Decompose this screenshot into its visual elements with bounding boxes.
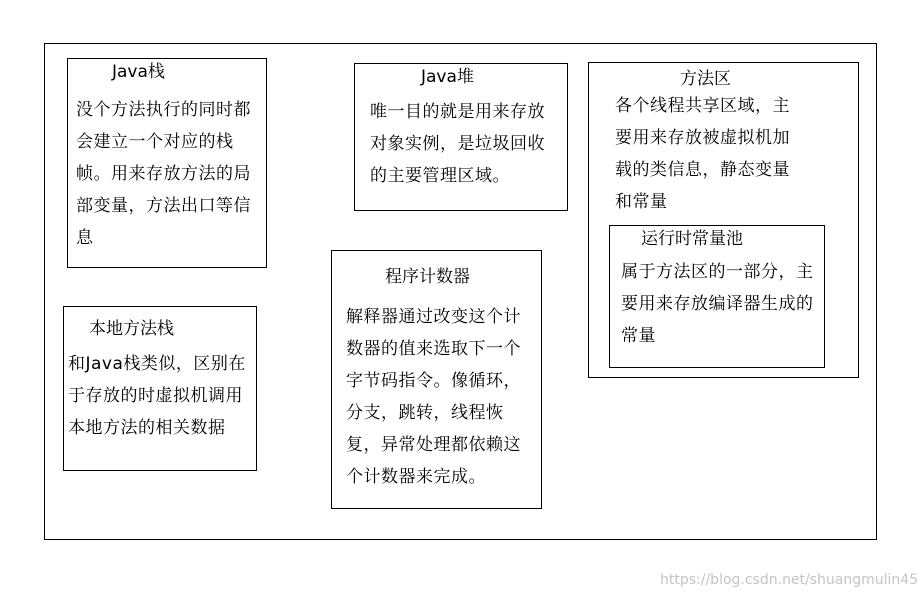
java-stack-text: 没个方法执行的同时都会建立一个对应的栈帧。用来存放方法的局部变量，方法出口等信息 (76, 100, 251, 248)
java-stack-box (67, 58, 267, 268)
runtime-constant-pool-box (609, 225, 825, 368)
method-area-box (588, 62, 859, 378)
watermark: https://blog.csdn.net/shuangmulin45 (660, 572, 919, 588)
program-counter-box (331, 250, 542, 509)
runtime-constant-pool-text: 属于方法区的一部分，主要用来存放编译器生成的常量 (621, 262, 814, 346)
native-method-stack-text: 和Java栈类似，区别在于存放的时虚拟机调用本地方法的相关数据 (68, 354, 246, 438)
method-area-text: 各个线程共享区域，主要用来存放被虚拟机加载的类信息，静态变量和常量 (615, 96, 790, 212)
native-method-stack-box (63, 306, 257, 471)
runtime-constant-pool-title: 运行时常量池 (641, 229, 743, 249)
program-counter-text: 解释器通过改变这个计数器的值来选取下一个字节码指令。像循环，分支，跳转，线程恢复，异常处理都依赖这个计数器来完成。 (346, 307, 521, 487)
java-stack-title: Java栈 (112, 62, 165, 82)
method-area-title: 方法区 (680, 69, 731, 89)
native-method-stack-title: 本地方法栈 (89, 319, 174, 339)
java-heap-box (354, 63, 568, 211)
program-counter-title: 程序计数器 (385, 267, 470, 287)
java-heap-title: Java堆 (421, 67, 474, 87)
java-heap-text: 唯一目的就是用来存放对象实例，是垃圾回收的主要管理区域。 (370, 102, 545, 186)
